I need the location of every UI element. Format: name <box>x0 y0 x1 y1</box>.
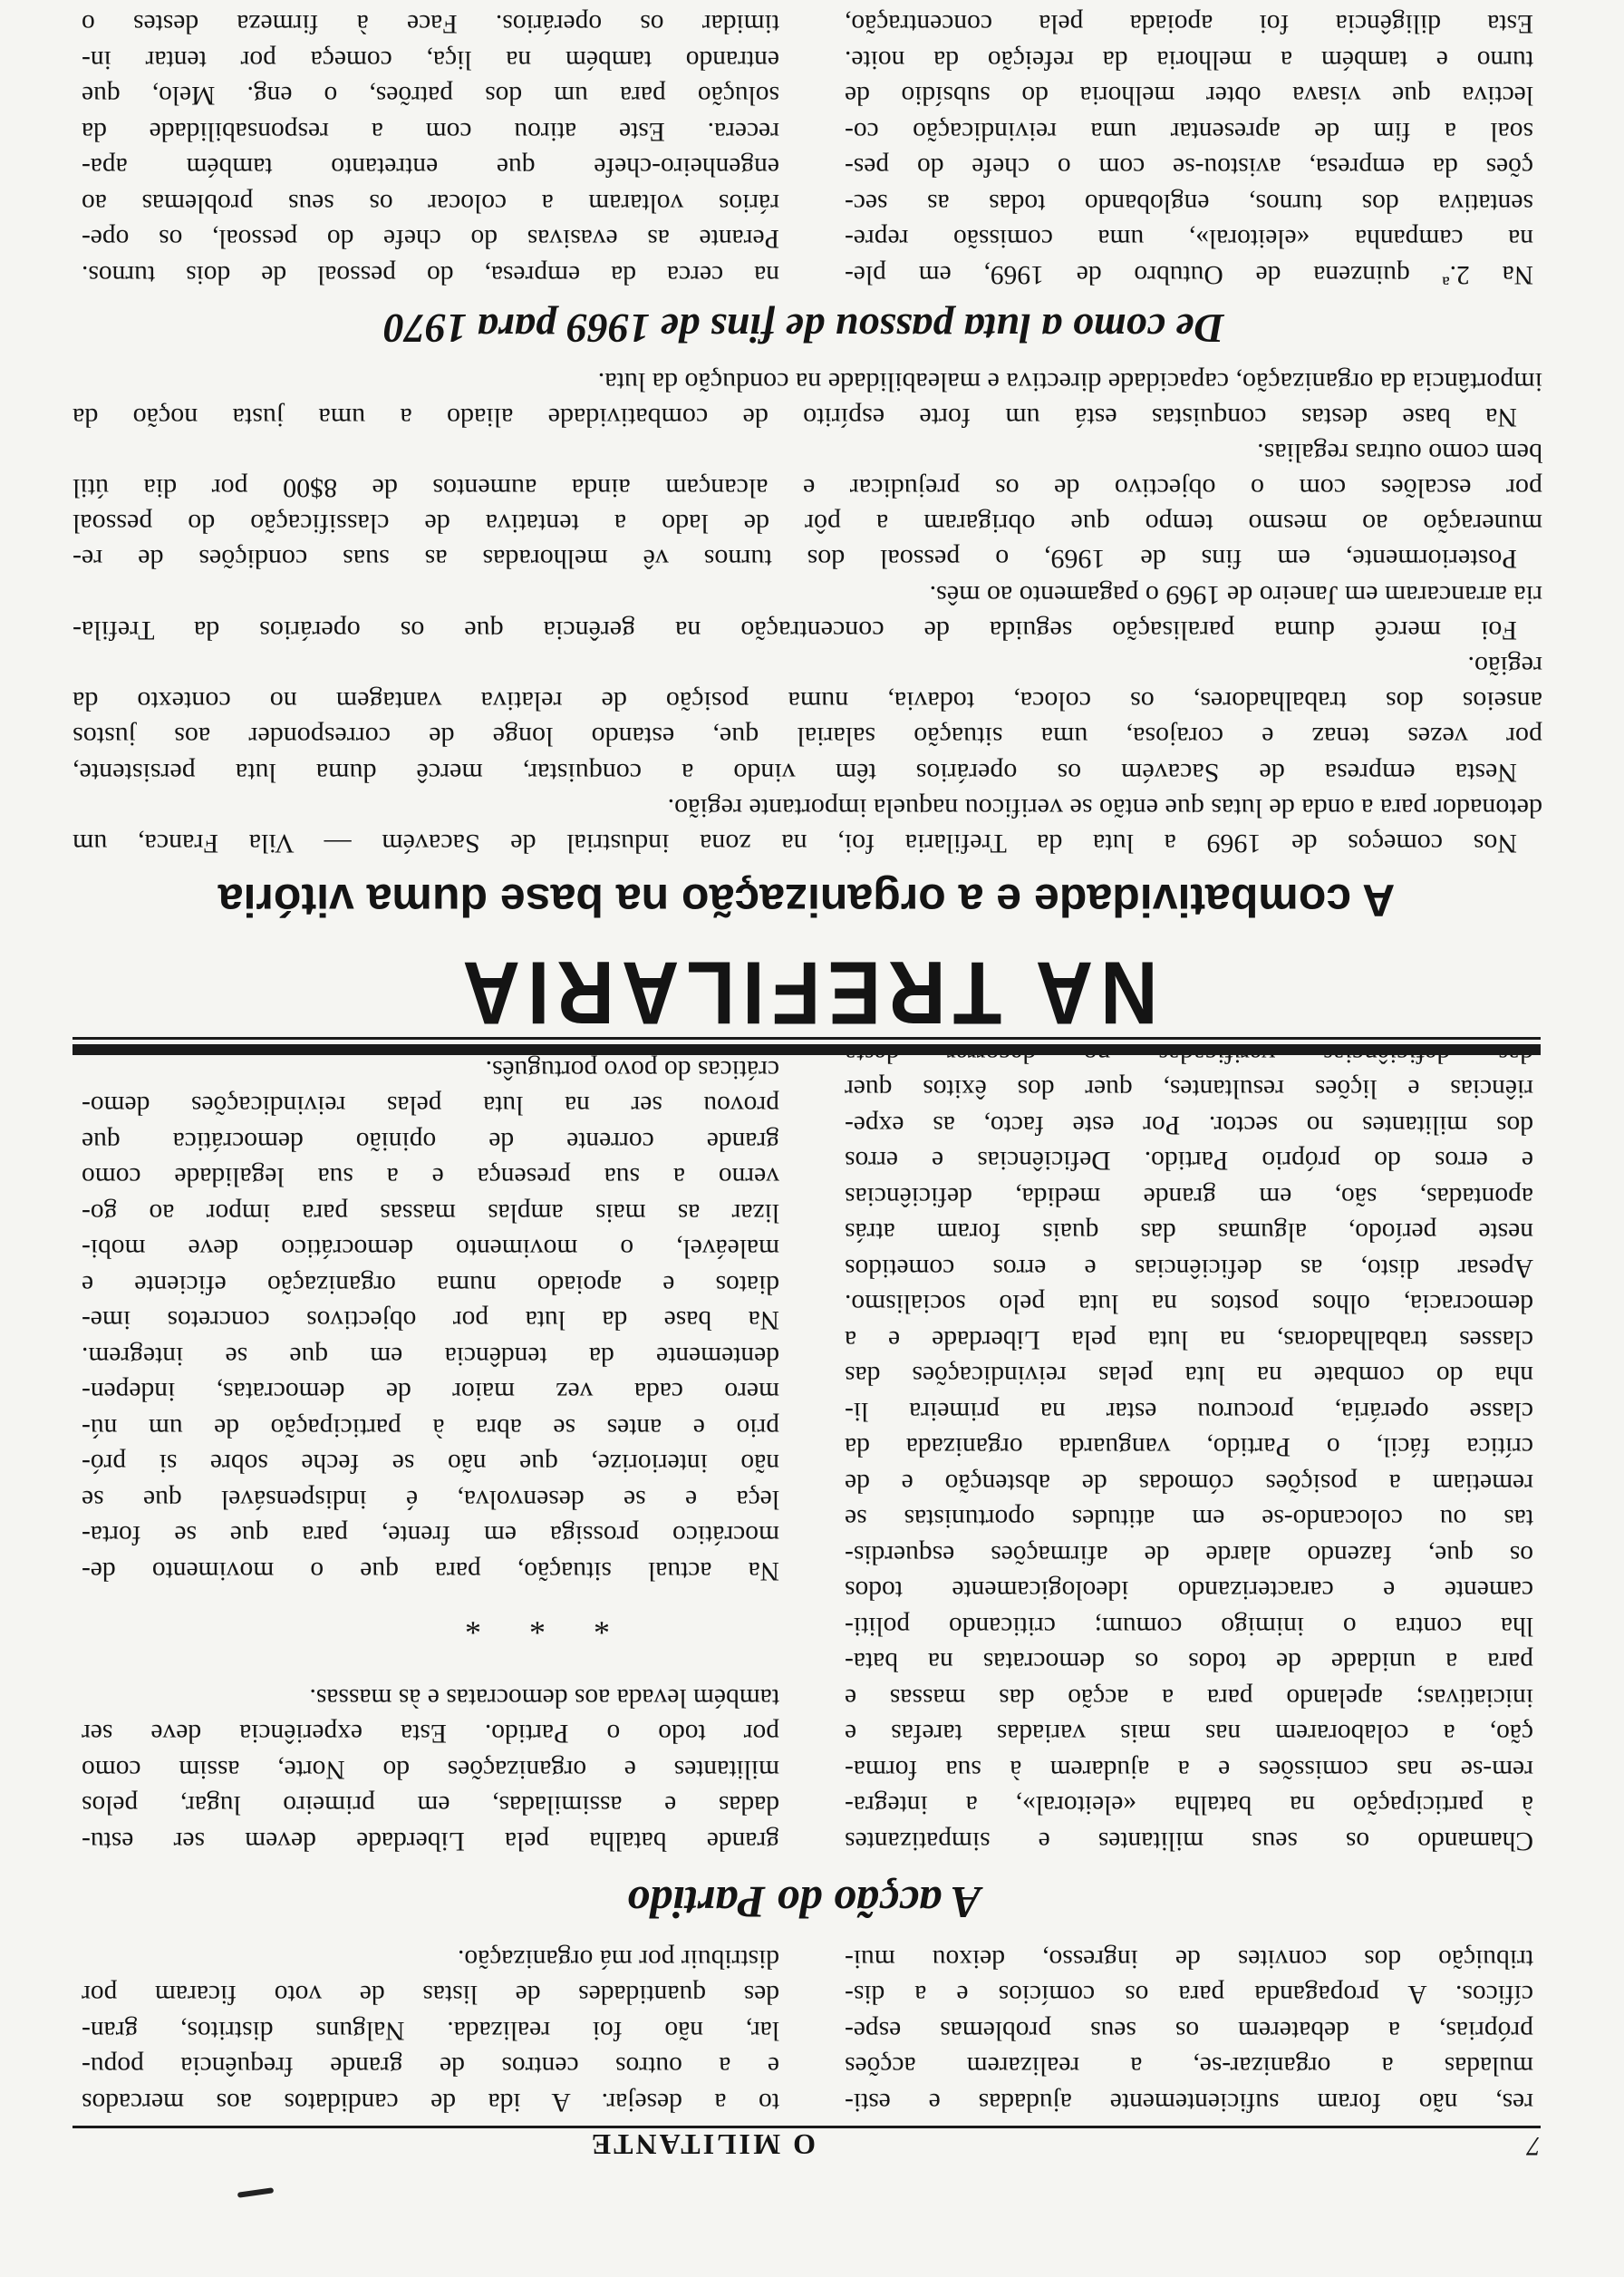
section-right-column-top <box>82 1680 779 1859</box>
text-line: remetiam a posições cómodas de abstenção e de <box>845 1468 1533 1497</box>
text-line: Apesar disto, as deficiências e erros cometidos <box>845 1254 1533 1283</box>
text-line: por escalões com o objectivo de os prejudicar e alcançam ainda aumentos de 8$00 por dia útil <box>72 473 1542 504</box>
text-line: detonador para a onda de lutas que então se verificou naquela importante região. <box>667 792 1542 823</box>
text-line: não interiorize, que não se feche sobre si pró- <box>82 1449 779 1478</box>
text-line: Posteriormente, em fins de 1969, o pessoal dos turnos vê melhoradas as suas condições de re- <box>72 544 1517 575</box>
text-line: nha do combate na luta pelas reivindicações das <box>845 1361 1533 1390</box>
text-line: maleável, o movimento democrático deve mobi- <box>82 1234 779 1264</box>
text-line: to a desejar. A ida de candidatos aos mercados <box>82 2088 779 2117</box>
text-line: apontadas, são, em grande medida, deficiências <box>845 1182 1533 1211</box>
text-line: tas ou colocando-se em atitudes oportunistas se <box>845 1504 1533 1534</box>
text-line: provou ser na luta pelas reivindicações demo- <box>82 1090 779 1120</box>
text-line: rários voltaram a colocar os seus problemas ao <box>82 189 779 218</box>
text-line: também levada aos democratas e às massas. <box>309 1683 779 1712</box>
text-line: classe operária, procurou estar na primeira li- <box>845 1397 1533 1426</box>
text-line: Perante as evasivas do chefe do pessoal, os ope- <box>82 224 779 254</box>
text-line: Nos começos de 1969 a luta da Trefilaria foi, na zona industrial de Sacavém — Vila Franca, um <box>72 828 1517 858</box>
text-line: crítica fácil, o Partido, vanguarda organizada da <box>845 1432 1533 1462</box>
text-line: na campanha «eleitoral», uma comissão repre- <box>845 224 1533 254</box>
text-line: Nesta empresa de Sacavém os operários têm vindo a conquistar, mercê duma luta persistente, <box>72 757 1517 788</box>
text-line: anseios dos trabalhadores, os coloca, todavia, numa posição de relativa vantagem no contexto da <box>72 686 1542 717</box>
page-header <box>72 2126 1541 2161</box>
text-line: ção, a colaborarem nas mais variadas tarefas e <box>845 1719 1533 1749</box>
section-right-column-bottom <box>82 1051 779 1589</box>
text-line: dos militantes no sector. Por este facto, as expe- <box>845 1110 1533 1139</box>
text-line: soal a fim de apresentar uma reivindicação co- <box>845 117 1533 146</box>
text-line: ções da empresa, avistou-se com o chefe do pes- <box>845 152 1533 182</box>
ink-smudge <box>237 2187 274 2198</box>
text-line: recera. Este atirou com a responsabilidade da <box>82 117 779 146</box>
text-line: rem-se nas comissões e a ajudarem à sua forma- <box>845 1755 1533 1784</box>
text-line: na cerca da empresa, do pessoal de dois turnos. <box>82 260 779 289</box>
text-line: e erros do próprio Partido. Deficiências e erros <box>845 1146 1533 1176</box>
article-subtitle: A combatividade e a organização na base duma vitória <box>218 875 1396 925</box>
text-line: militantes e organizações do Norte, assim como <box>82 1755 779 1784</box>
text-line: por vezes tenaz e corajosa, uma situação salarial que, estando longe de corresponder aos justos <box>72 722 1542 752</box>
text-line: sentativa dos turnos, englobando todas as sec- <box>845 189 1533 218</box>
text-line: próprias, a debaterem os seus problemas espe- <box>845 2016 1533 2045</box>
text-line: turno e também a melhoria da refeição da noite. <box>845 45 1533 74</box>
continuation-right-column <box>82 1941 779 2120</box>
text-line: Esta diligência foi apoiada pela concentração, <box>845 9 1533 39</box>
section-right-column <box>82 5 779 292</box>
text-line: democracia, olhos postos na luta pelo socialismo. <box>845 1289 1533 1319</box>
continuation-left-column <box>845 1941 1533 2120</box>
text-line: prio e antes se abra à participação de um nú- <box>82 1413 779 1442</box>
text-line: cráticas do povo português. <box>485 1055 779 1084</box>
masthead: O MILITANTE <box>588 2128 816 2161</box>
text-line: lectiva que visava obter melhoria do subsídio de <box>845 81 1533 111</box>
text-line: grande batalha pela Liberdade devem ser estu- <box>82 1826 779 1856</box>
text-line: grande corrente de opinião democrática que <box>82 1127 779 1156</box>
text-line: os que, fazendo alarde de afirmações esquerdis- <box>845 1540 1533 1569</box>
text-line: verno a sua presença e a sua legalidade como <box>82 1162 779 1192</box>
section-divider-stars: * * * <box>445 1605 610 1642</box>
text-line: lha contra o inimigo comum; criticando politi- <box>845 1612 1533 1641</box>
text-line: solução para um dos patrões, o eng. Melo, que <box>82 81 779 111</box>
text-line: ria arrancaram em Janeiro de 1969 o pagamento ao mês. <box>929 579 1542 610</box>
article-title: NA TREFILARIA <box>455 943 1158 1043</box>
text-line: distribuir por má organização. <box>458 1944 779 1973</box>
text-line: importância da organização, capacidade directiva e maleabilidade na condução da luta. <box>597 366 1542 397</box>
text-line: bem como outras regalias. <box>1257 437 1542 468</box>
section-heading: A acção do Partido <box>626 1877 981 1928</box>
text-line: timidar os operários. Face à firmeza destes o <box>82 9 779 39</box>
text-line: lar, não foi realizada. Nalguns distritos, gran- <box>82 2016 779 2045</box>
text-line: classes trabalhadoras, na luta pela Liberdade e a <box>845 1325 1533 1354</box>
text-line: mero cada vez maior de democratas, indepen- <box>82 1377 779 1407</box>
section-left-column <box>845 5 1533 292</box>
text-line: riências e lições resultantes, quer dos êxitos quer <box>845 1074 1533 1104</box>
text-line: Na 2.ª quinzena de Outubro de 1969, em ple- <box>845 260 1533 289</box>
text-line: cíficos. A propaganda para os comícios e a dis- <box>845 1980 1533 2010</box>
text-line: entrando também na liça, começa por tentar in- <box>82 45 779 74</box>
text-line: dentemente da tendência em que se integrem. <box>82 1342 779 1371</box>
text-line: des quantidades de listas de voto ficaram por <box>82 1980 779 2010</box>
text-line: à participação na batalha «eleitoral», a integra- <box>845 1790 1533 1820</box>
section-heading: De como a luta passou de fins de 1969 para 1970 <box>383 305 1224 352</box>
text-line: tribuição dos convites de ingresso, deixou mui- <box>845 1944 1533 1973</box>
text-line: muneração ao mesmo tempo que obrigaram a pôr de lado a tentativa de classificação do pessoal <box>72 509 1542 539</box>
text-line: dadas e assimiladas, em primeiro lugar, pelos <box>82 1790 779 1820</box>
article-body <box>72 363 1542 861</box>
text-line: Foi mercê duma paralisação seguida de concentração na gerência que os operários da Trefila- <box>72 615 1517 645</box>
text-line: engenheiro-chefe que entretanto também apa- <box>82 152 779 182</box>
text-line: Na base da luta por objectivos concretos ime- <box>82 1305 779 1335</box>
text-line: neste período, algumas das quais foram atrás <box>845 1217 1533 1247</box>
text-line: iniciativas; apelando para a acção das massas e <box>845 1683 1533 1712</box>
text-line: leça e se desenvolva, é indispensável que se <box>82 1485 779 1514</box>
text-line: diatos e apoiado numa organização eficiente e <box>82 1270 779 1299</box>
text-line: região. <box>1467 651 1542 682</box>
text-line: para a unidade de todos os democratas na bata- <box>845 1647 1533 1677</box>
text-line: Na actual situação, para que o movimento de- <box>82 1556 779 1585</box>
page-number: 7 <box>1527 2131 1541 2161</box>
section-left-column <box>845 1035 1533 1859</box>
text-line: muladas a organizar-se, a realizarem acções <box>845 2051 1533 2081</box>
text-line: res, não foram suficientemente ajudadas e esti- <box>845 2088 1533 2117</box>
text-line: e a outros centros de grande frequência popu- <box>82 2051 779 2081</box>
text-line: camente e caracterizando ideologicamente todos <box>845 1575 1533 1605</box>
text-line: Chamando os seus militantes e simpatizantes <box>845 1826 1533 1856</box>
text-line: mocrático prossiga em frente, para que se forta- <box>82 1520 779 1550</box>
text-line: por todo o Partido. Esta experiência deve ser <box>82 1719 779 1749</box>
text-line: lizar as mais amplas massas para impor ao go- <box>82 1198 779 1227</box>
text-line: Na base destas conquistas está um forte espírito de combatividade aliado a uma justa noção da <box>72 402 1517 432</box>
